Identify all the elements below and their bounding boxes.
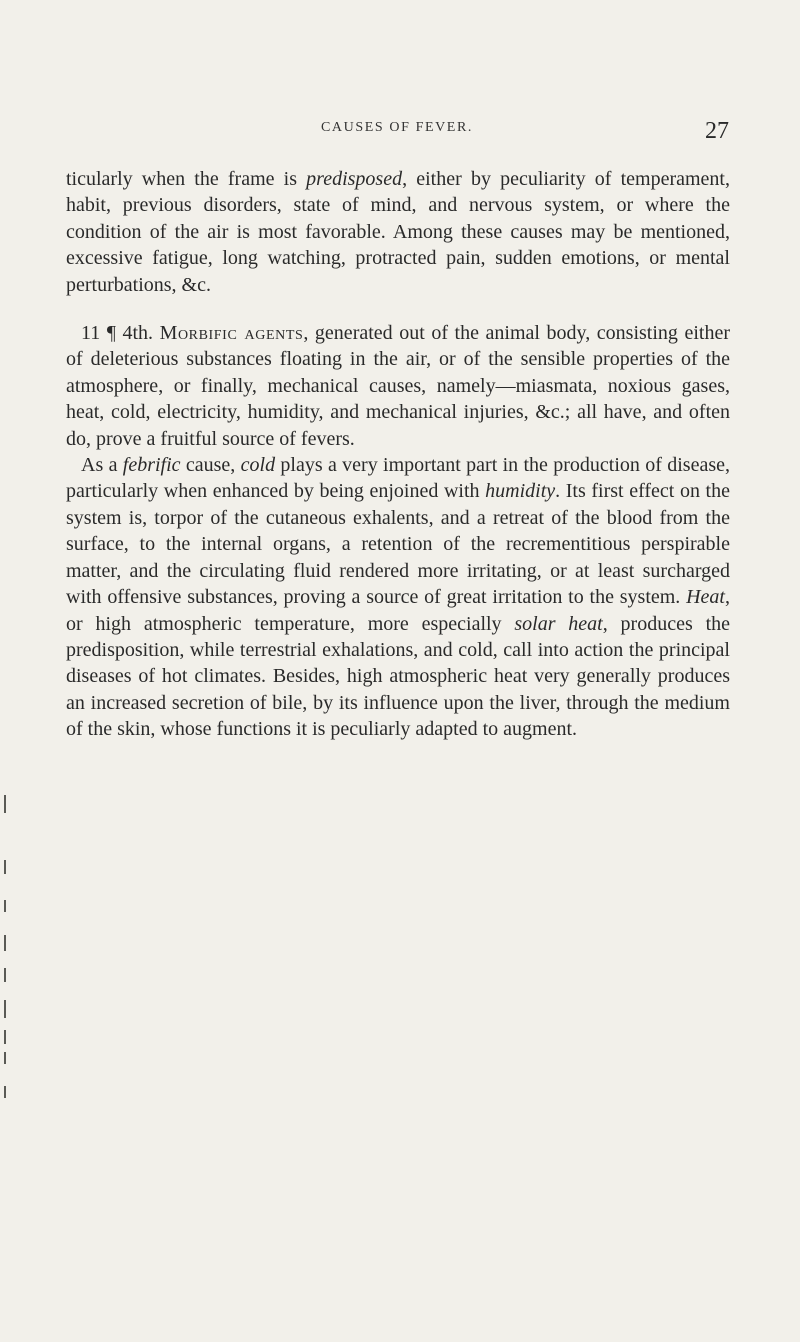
emphasis-solar-heat: solar heat <box>514 612 603 635</box>
section-heading: Morbific agents <box>159 322 304 345</box>
text-run: , generated out of the animal body, consisting either of deleterious substances floating in the air, or of the sensible properties of the atmosphere, or finally, mechanical causes, namely—miasmata, noxious gases, heat, cold, electricity, humidity, and mechanical injuries, &c.; all have, and often do, prove a fruitful source of fevers. <box>66 322 730 450</box>
text-run: , produces the predisposition, while terrestrial exhalations, and cold, call into action the principal diseases of hot climates. Besides, high atmospheric heat very generally produces an increased secretion of bile, by its influence upon the liver, through the medium of the skin, whose functions it is peculiarly adapted to augment. <box>66 612 730 741</box>
emphasis-humidity: humidity <box>485 480 556 503</box>
running-head <box>0 118 800 148</box>
section-number: 11 ¶ 4th. <box>81 322 153 345</box>
emphasis-predisposed: predisposed <box>306 168 403 190</box>
text-run: . Its first effect on the system is, torpor of the cutaneous exhalents, and a retreat of the blood from the surface, to the internal organs, a retention of the recrementitious perspirable matter, and the circulating fluid rendered more irritating, or at least surcharged with offensive substances, proving a source of great irritation to the system. <box>66 480 730 609</box>
text-run: ticularly when the frame is <box>66 168 307 190</box>
page-number: 27 <box>705 118 729 144</box>
emphasis-febrific: febrific <box>122 454 181 477</box>
running-title: CAUSES OF FEVER. <box>320 120 474 135</box>
emphasis-heat: Heat <box>686 586 725 609</box>
paragraph-continuation <box>66 166 730 298</box>
emphasis-cold: cold <box>240 454 276 477</box>
gutter-marks <box>0 0 12 1342</box>
paragraph-morbific-agents <box>66 320 730 452</box>
body-text <box>66 166 730 743</box>
text-run: As a <box>81 454 123 477</box>
text-run: , either by peculiarity of temperament, habit, previous disorders, state of mind, and nervous system, or where the condition of the air is most favorable. Among these causes may be mentioned, excessive fatigue, long watching, protracted pain, sudden emotions, or mental perturbations, &c. <box>66 168 730 296</box>
paragraph-cold <box>66 452 730 742</box>
text-run: , or high atmospheric temperature, more especially <box>66 586 730 635</box>
text-run: cause, <box>180 454 241 477</box>
text-run: plays a very important part in the production of disease, particularly when enhanced by being enjoined with <box>66 454 730 503</box>
